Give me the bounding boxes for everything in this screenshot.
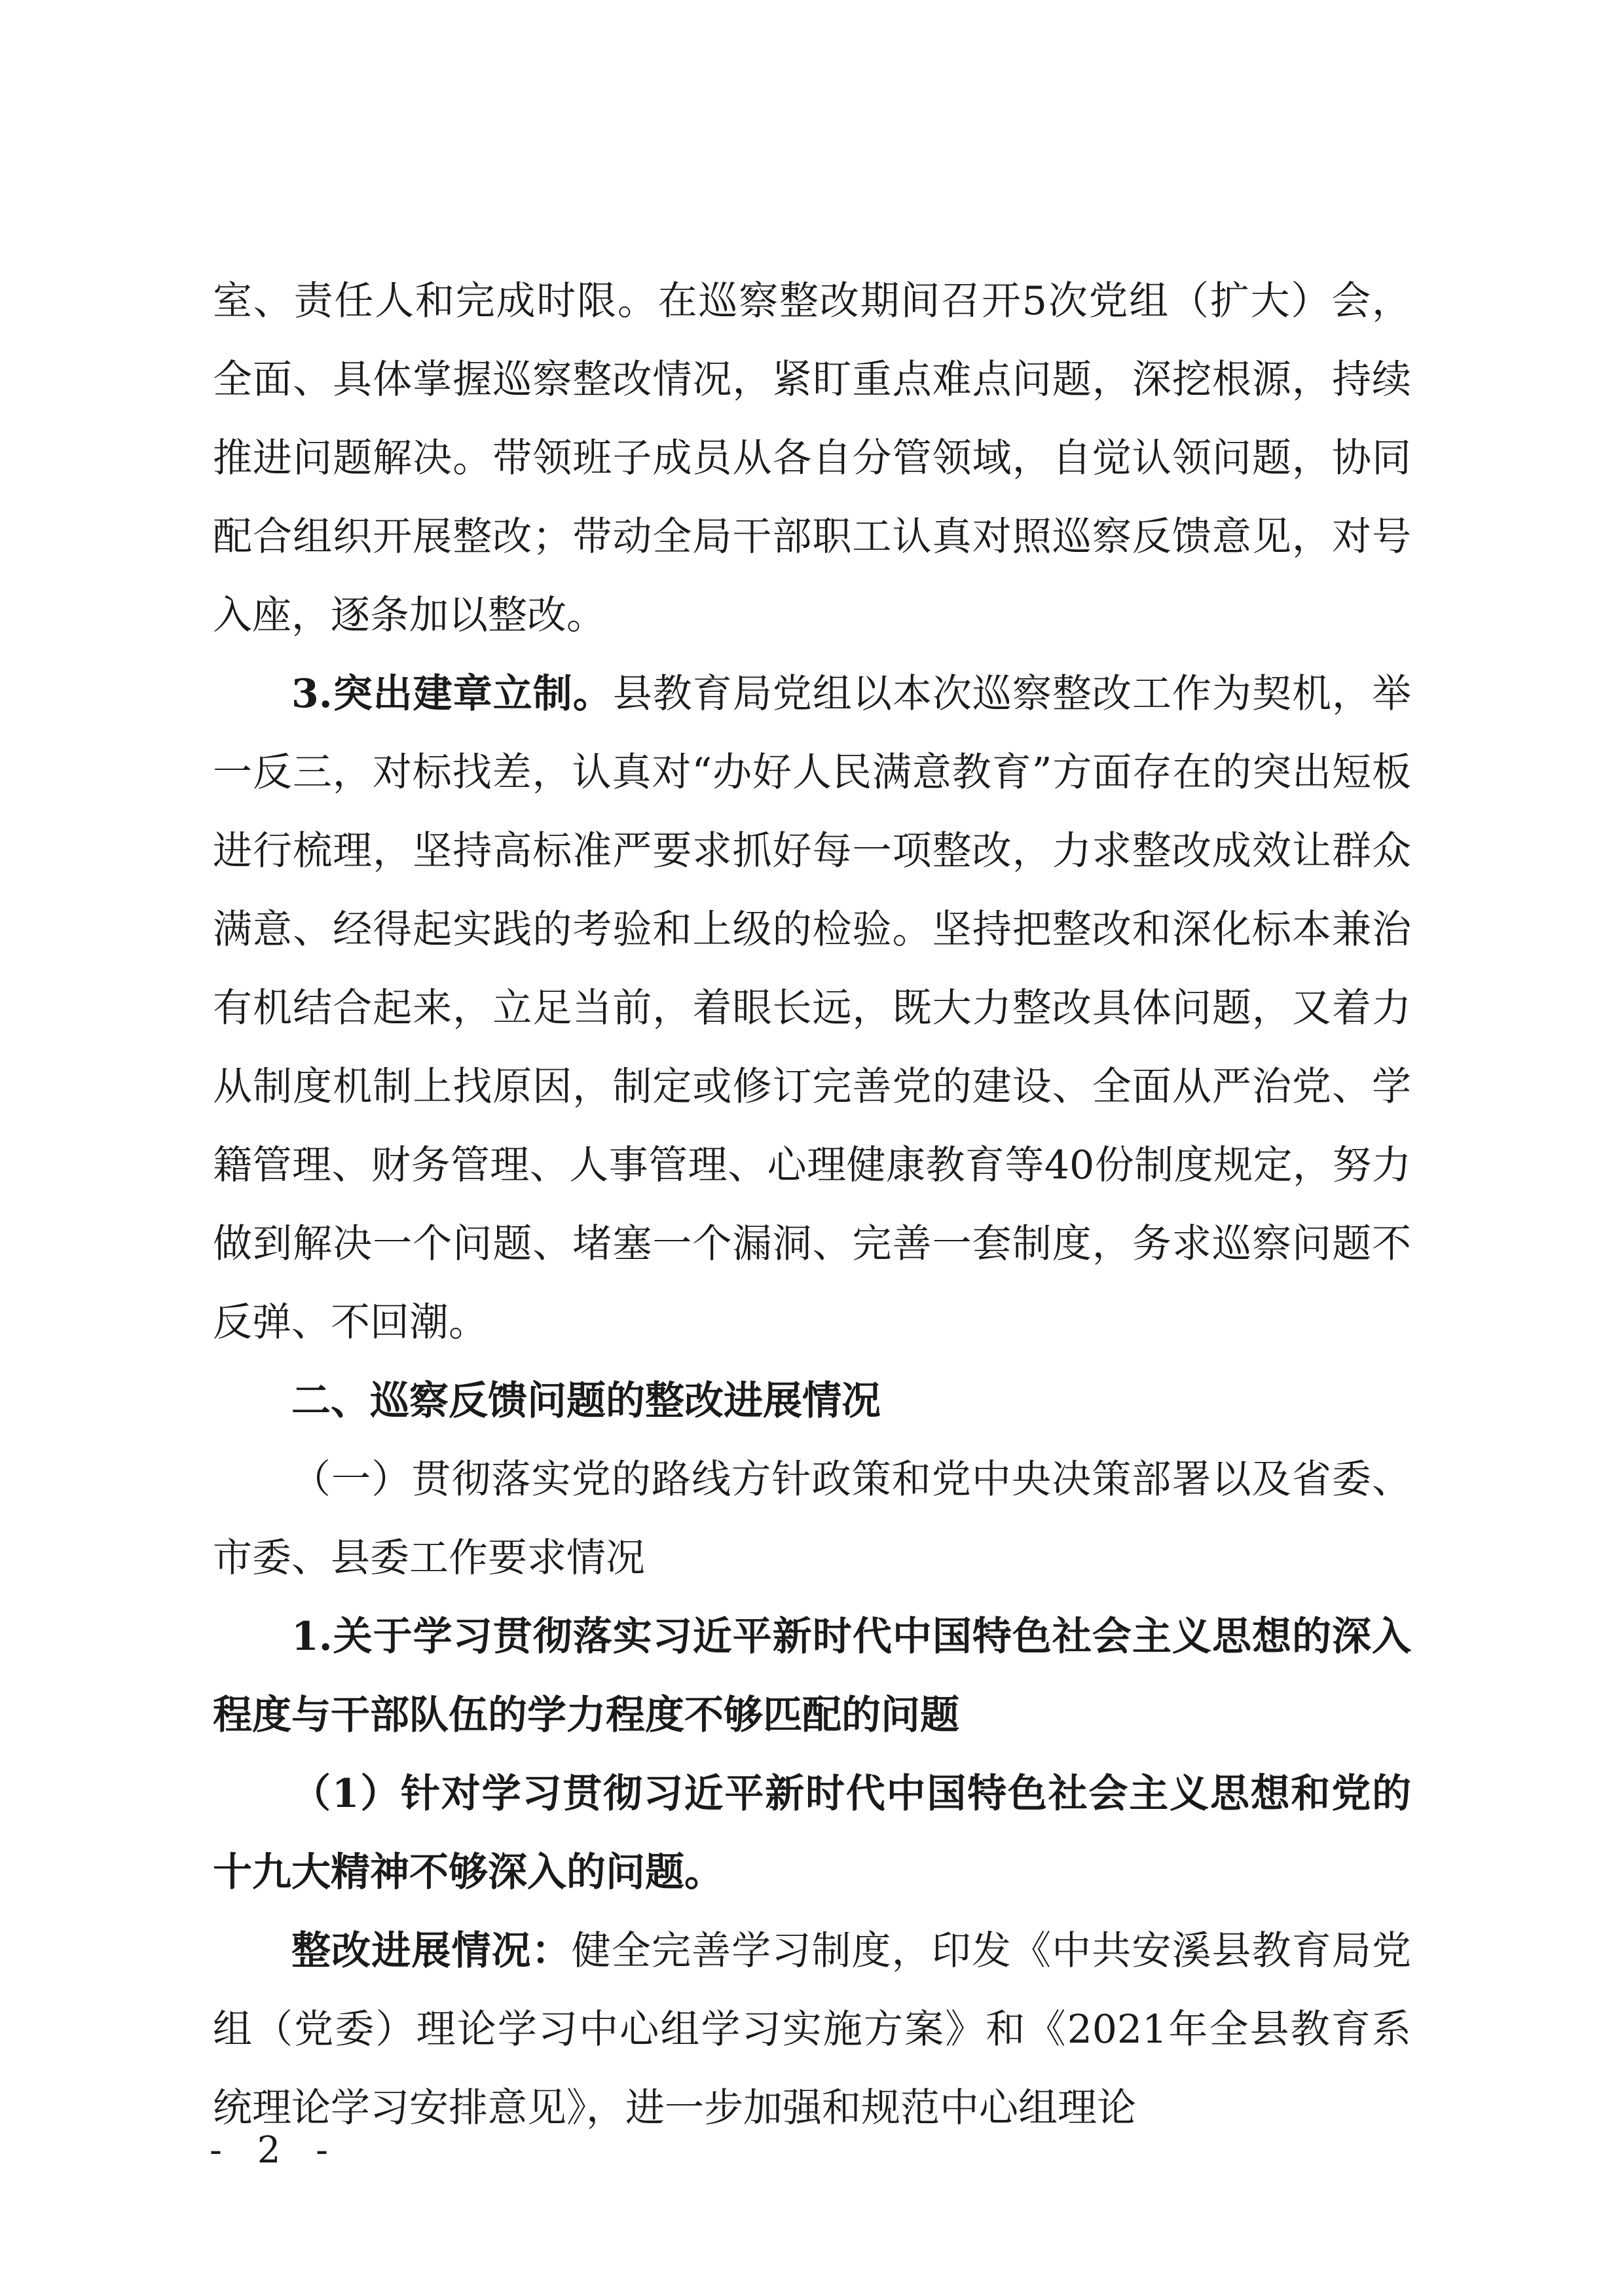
paragraph-rules-system bbox=[213, 655, 1411, 1362]
item-heading bbox=[213, 1597, 1411, 1755]
paragraph-text: 县教育局党组以本次巡察整改工作为契机，举一反三，对标找差，认真对“办好人民满意教育”方面存在的突出短板进行梳理，坚持高标准严要求抓好每一项整改，力求整改成效让群众满意、经得起实践的考验和上级的检验。坚持把整改和深化标本兼治有机结合起来，立足当前，着眼长远，既大力整改具体问题，又着力从制度机制上找原因，制定或修订完善党的建设、全面从严治党、学籍管理、财务管理、人事管理、心理健康教育等40份制度规定，努力做到解决一个问题、堵塞一个漏洞、完善一套制度，务求巡察问题不反弹、不回潮。 bbox=[213, 671, 1412, 1345]
item-heading-text: 1.关于学习贯彻落实习近平新时代中国特色社会主义思想的深入程度与干部队伍的学力程度不够匹配的问题 bbox=[213, 1614, 1411, 1738]
page-number: - 2 - bbox=[210, 2129, 341, 2172]
paragraph-continued bbox=[213, 262, 1411, 655]
section-heading-text: 二、巡察反馈问题的整改进展情况 bbox=[291, 1378, 881, 1424]
sub-item-heading-text: （1）针对学习贯彻习近平新时代中国特色社会主义思想和党的十九大精神不够深入的问题。 bbox=[213, 1771, 1411, 1895]
sub-item-heading bbox=[213, 1755, 1411, 1912]
paragraph-text: 健全完善学习制度，印发《中共安溪县教育局党组（党委）理论学习中心组学习实施方案》和《2021年全县教育系统理论学习安排意见》，进一步加强和规范中心组理论 bbox=[213, 1928, 1412, 2131]
subsection-heading bbox=[213, 1440, 1411, 1597]
subsection-heading-text: （一）贯彻落实党的路线方针政策和党中央决策部署以及省委、市委、县委工作要求情况 bbox=[213, 1457, 1411, 1581]
paragraph-text: 室、责任人和完成时限。在巡察整改期间召开5次党组（扩大）会，全面、具体掌握巡察整改情况，紧盯重点难点问题，深挖根源，持续推进问题解决。带领班子成员从各自分管领域，自觉认领问题，协同配合组织开展整改；带动全局干部职工认真对照巡察反馈意见，对号入座，逐条加以整改。 bbox=[213, 278, 1411, 638]
paragraph-lead: 3.突出建章立制。 bbox=[291, 671, 613, 717]
document-body bbox=[213, 262, 1411, 2147]
paragraph-lead: 整改进展情况： bbox=[291, 1928, 572, 1974]
section-heading bbox=[213, 1362, 1411, 1440]
paragraph-progress bbox=[213, 1912, 1411, 2147]
